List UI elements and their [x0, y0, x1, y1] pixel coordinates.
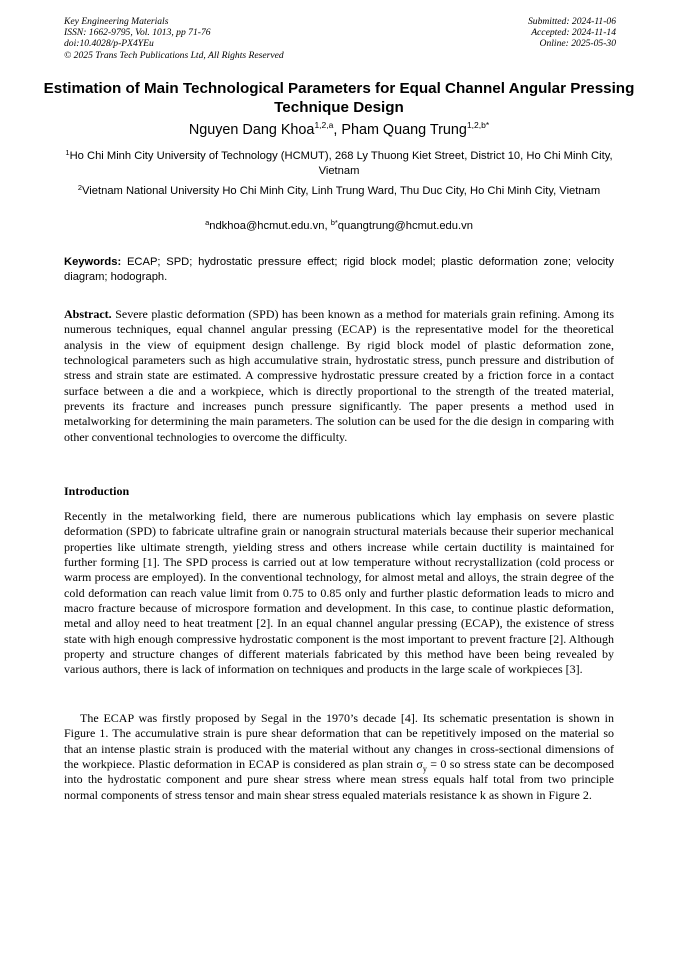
- publication-dates: [528, 16, 616, 50]
- abstract-label: Abstract.: [64, 307, 112, 321]
- email-link[interactable]: ndkhoa@hcmut.edu.vn: [209, 220, 325, 232]
- submitted-date: Submitted: 2024-11-06: [527, 16, 616, 27]
- email-link[interactable]: quangtrung@hcmut.edu.vn: [337, 220, 473, 232]
- publication-info: [64, 16, 284, 61]
- paragraph: [64, 711, 614, 803]
- sigma-symbol: σ: [416, 757, 423, 772]
- online-date: Online: 2025-05-30: [539, 38, 616, 50]
- affiliation-sup: 2: [77, 183, 83, 192]
- section-heading: Introduction: [64, 484, 130, 498]
- author-name: Pham Quang Trung: [341, 122, 467, 138]
- abstract: [64, 307, 614, 445]
- sigma-subscript: y: [422, 764, 427, 774]
- paragraph-text: = 0 so stress state can be decomposed into the hydrostatic component and pure shear stress where mean stress equals half total from two principle normal components of stress tensor and main shear stress equaled materials resistance k as shown in Figure 2.: [64, 757, 614, 802]
- keywords-text: ECAP; SPD; hydrostatic pressure effect; rigid block model; plastic deformation zone; velocity diagram; hodograph.: [64, 256, 614, 283]
- affiliation-sup: 1: [65, 148, 70, 157]
- author-emails: [60, 219, 618, 234]
- accepted-date: Accepted: 2024-11-14: [531, 27, 616, 39]
- abstract-text: Severe plastic deformation (SPD) has been known as a method for materials grain refining. Among its numerous techniques, equal channel angular pressing (ECAP) is the representative model for the theoretical analysis in the view of equipment design challenge. By rigid block model of plastic deformation zone, technological parameters such as high accumulative strain, hydrostatic stress, punch pressure and distribution of stress and strain state are estimated. A compressive hydrostatic pressure created by a friction force in a contact surface between a die and a workpiece, which is directly proportional to the strength of the treated material, prevents its fracture and increases punch pressure significantly. The paper presents a method used in metalworking for determining the main parameters. The solution can be used for the die design in comparing with other conventional technologies to overcome the difficulty.: [64, 307, 614, 444]
- email-sup: a: [205, 218, 210, 227]
- author-list: [40, 121, 638, 139]
- keywords: [64, 255, 614, 285]
- journal-name: Key Engineering Materials: [64, 16, 169, 27]
- copyright-line: © 2025 Trans Tech Publications Ltd, All Rights Reserved: [64, 49, 284, 61]
- author-affiliation-sup: 1,2,a: [314, 120, 334, 130]
- issn-line: ISSN: 1662-9795, Vol. 1013, pp 71-76: [64, 27, 211, 39]
- affiliation-text: Vietnam National University Ho Chi Minh City, Linh Trung Ward, Thu Duc City, Ho Chi Minh City, Vietnam: [82, 185, 601, 197]
- paper-title: Estimation of Main Technological Parameters for Equal Channel Angular Pressing Technique Design: [43, 80, 635, 116]
- affiliation: [60, 149, 618, 179]
- paragraph: Recently in the metalworking field, there are numerous publications which lay emphasis on severe plastic deformation (SPD) to fabricate ultrafine grain or nanograin structural materials because their superior mechanical properties like ultimate strength, yielding stress and others increase while certain ductility is maintained for further forming [1]. The SPD process is carried out at low temperature without recrystallization (cold process or warm process are employed). In the conventional technology, for almost metal and alloys, the strain degree of the cold deformation can reach value limit from 0.75 to 0.85 only and further plastic deformation leads to micro and macro fracture because of microspore formation and development. In this case, to continue plastic deformation, metal and alloy need to heat treatment [2]. In an equal channel angular pressing (ECAP), the existence of stress state with high enough compressive hydrostatic component is the most important to prevent fracture [2]. Although property and structure changes of different materials fabricated by this method have been being revealed by various authors, there is lack of information on techniques and products in the large scale of workpieces [3].: [64, 509, 614, 677]
- keywords-label: Keywords:: [64, 256, 122, 268]
- doi-line[interactable]: doi:10.4028/p-PX4YEu: [64, 38, 154, 50]
- paragraph-text: The ECAP was firstly proposed by Segal in the 1970’s decade [4]. Its schematic presentation is shown in Figure 1. The accumulative strain is pure shear deformation that can be repetitively imposed on the material so that an intense plastic strain is produced with the material without any changes in cross-sectional dimensions of the workpiece. Plastic deformation in ECAP is considered as plan strain: [64, 711, 614, 772]
- email-separator: ,: [324, 220, 331, 232]
- author-separator: ,: [333, 122, 342, 138]
- affiliation: [60, 184, 618, 199]
- author-name: Nguyen Dang Khoa: [188, 122, 315, 138]
- email-sup: b*: [330, 218, 338, 227]
- author-affiliation-sup: 1,2,b*: [466, 120, 490, 130]
- affiliation-text: Ho Chi Minh City University of Technology (HCMUT), 268 Ly Thuong Kiet Street, District 10, Ho Chi Minh City, Vietnam: [69, 150, 613, 177]
